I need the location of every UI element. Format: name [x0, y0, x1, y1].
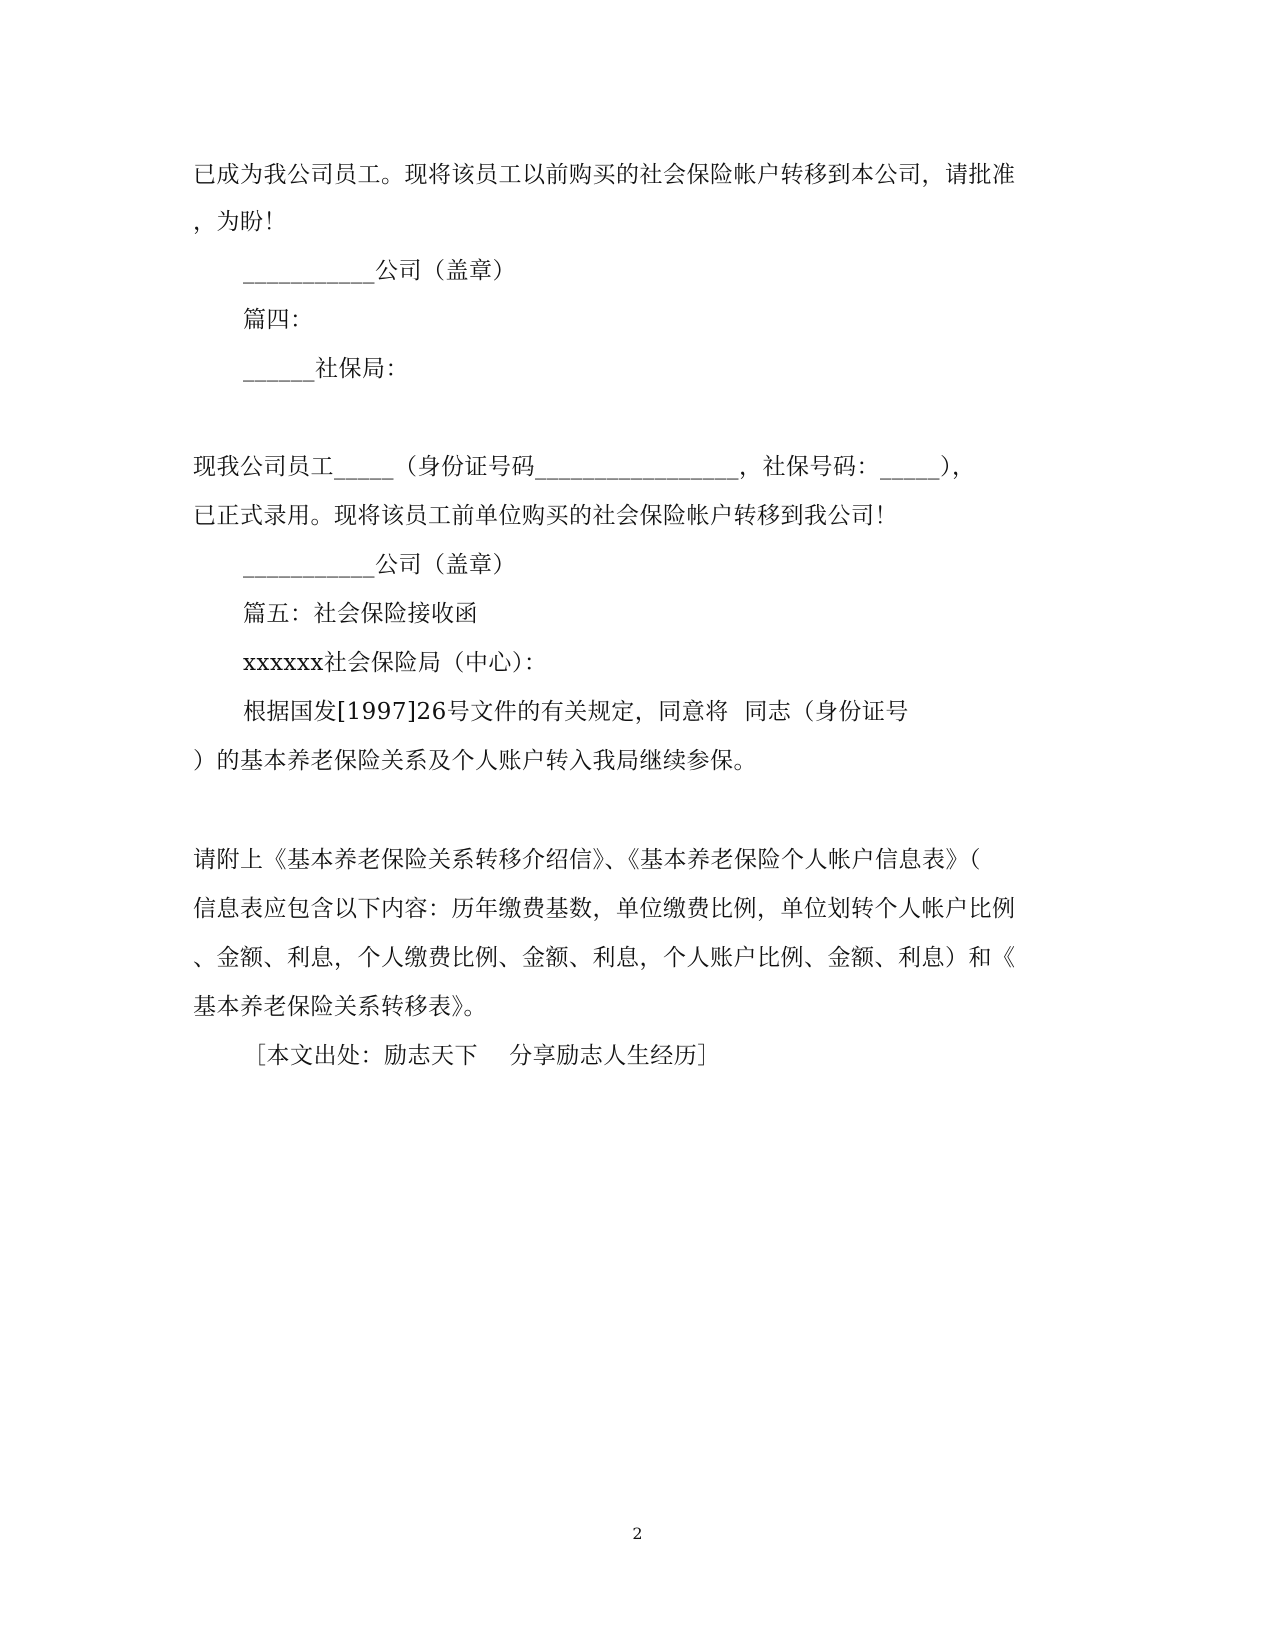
body-line: 、金额、利息，个人缴费比例、金额、利息，个人账户比例、金额、利息）和《	[193, 945, 1016, 971]
body-line: 已成为我公司员工。现将该员工以前购买的社会保险帐户转移到本公司，请批准	[193, 162, 1016, 188]
body-line: 根据国发[1997]26号文件的有关规定，同意将 同志（身份证号	[243, 699, 909, 725]
body-line: 基本养老保险关系转移表》。	[193, 994, 487, 1020]
body-line: ，为盼！	[193, 209, 287, 235]
salutation-line: ______社保局：	[243, 356, 409, 382]
source-note: ［本文出处：励志天下 分享励志人生经历］	[243, 1043, 721, 1069]
body-line: 已正式录用。现将该员工前单位购买的社会保险帐户转移到我公司！	[193, 503, 898, 529]
page-number: 2	[632, 1524, 643, 1543]
body-line: 信息表应包含以下内容：历年缴费基数，单位缴费比例，单位划转个人帐户比例	[193, 896, 1016, 922]
signature-line: ___________公司（盖章）	[243, 258, 516, 284]
section-heading: 篇五：社会保险接收函	[243, 601, 478, 627]
section-heading: 篇四：	[243, 307, 314, 333]
salutation-line: xxxxxx社会保险局（中心）：	[243, 650, 548, 676]
body-line: 现我公司员工_____（身份证号码_________________，社保号码：_____），	[193, 454, 976, 480]
signature-line: ___________公司（盖章）	[243, 552, 516, 578]
body-line: 请附上《基本养老保险关系转移介绍信》、《基本养老保险个人帐户信息表》（	[193, 847, 981, 873]
body-line: ）的基本养老保险关系及个人账户转入我局继续参保。	[193, 748, 757, 774]
